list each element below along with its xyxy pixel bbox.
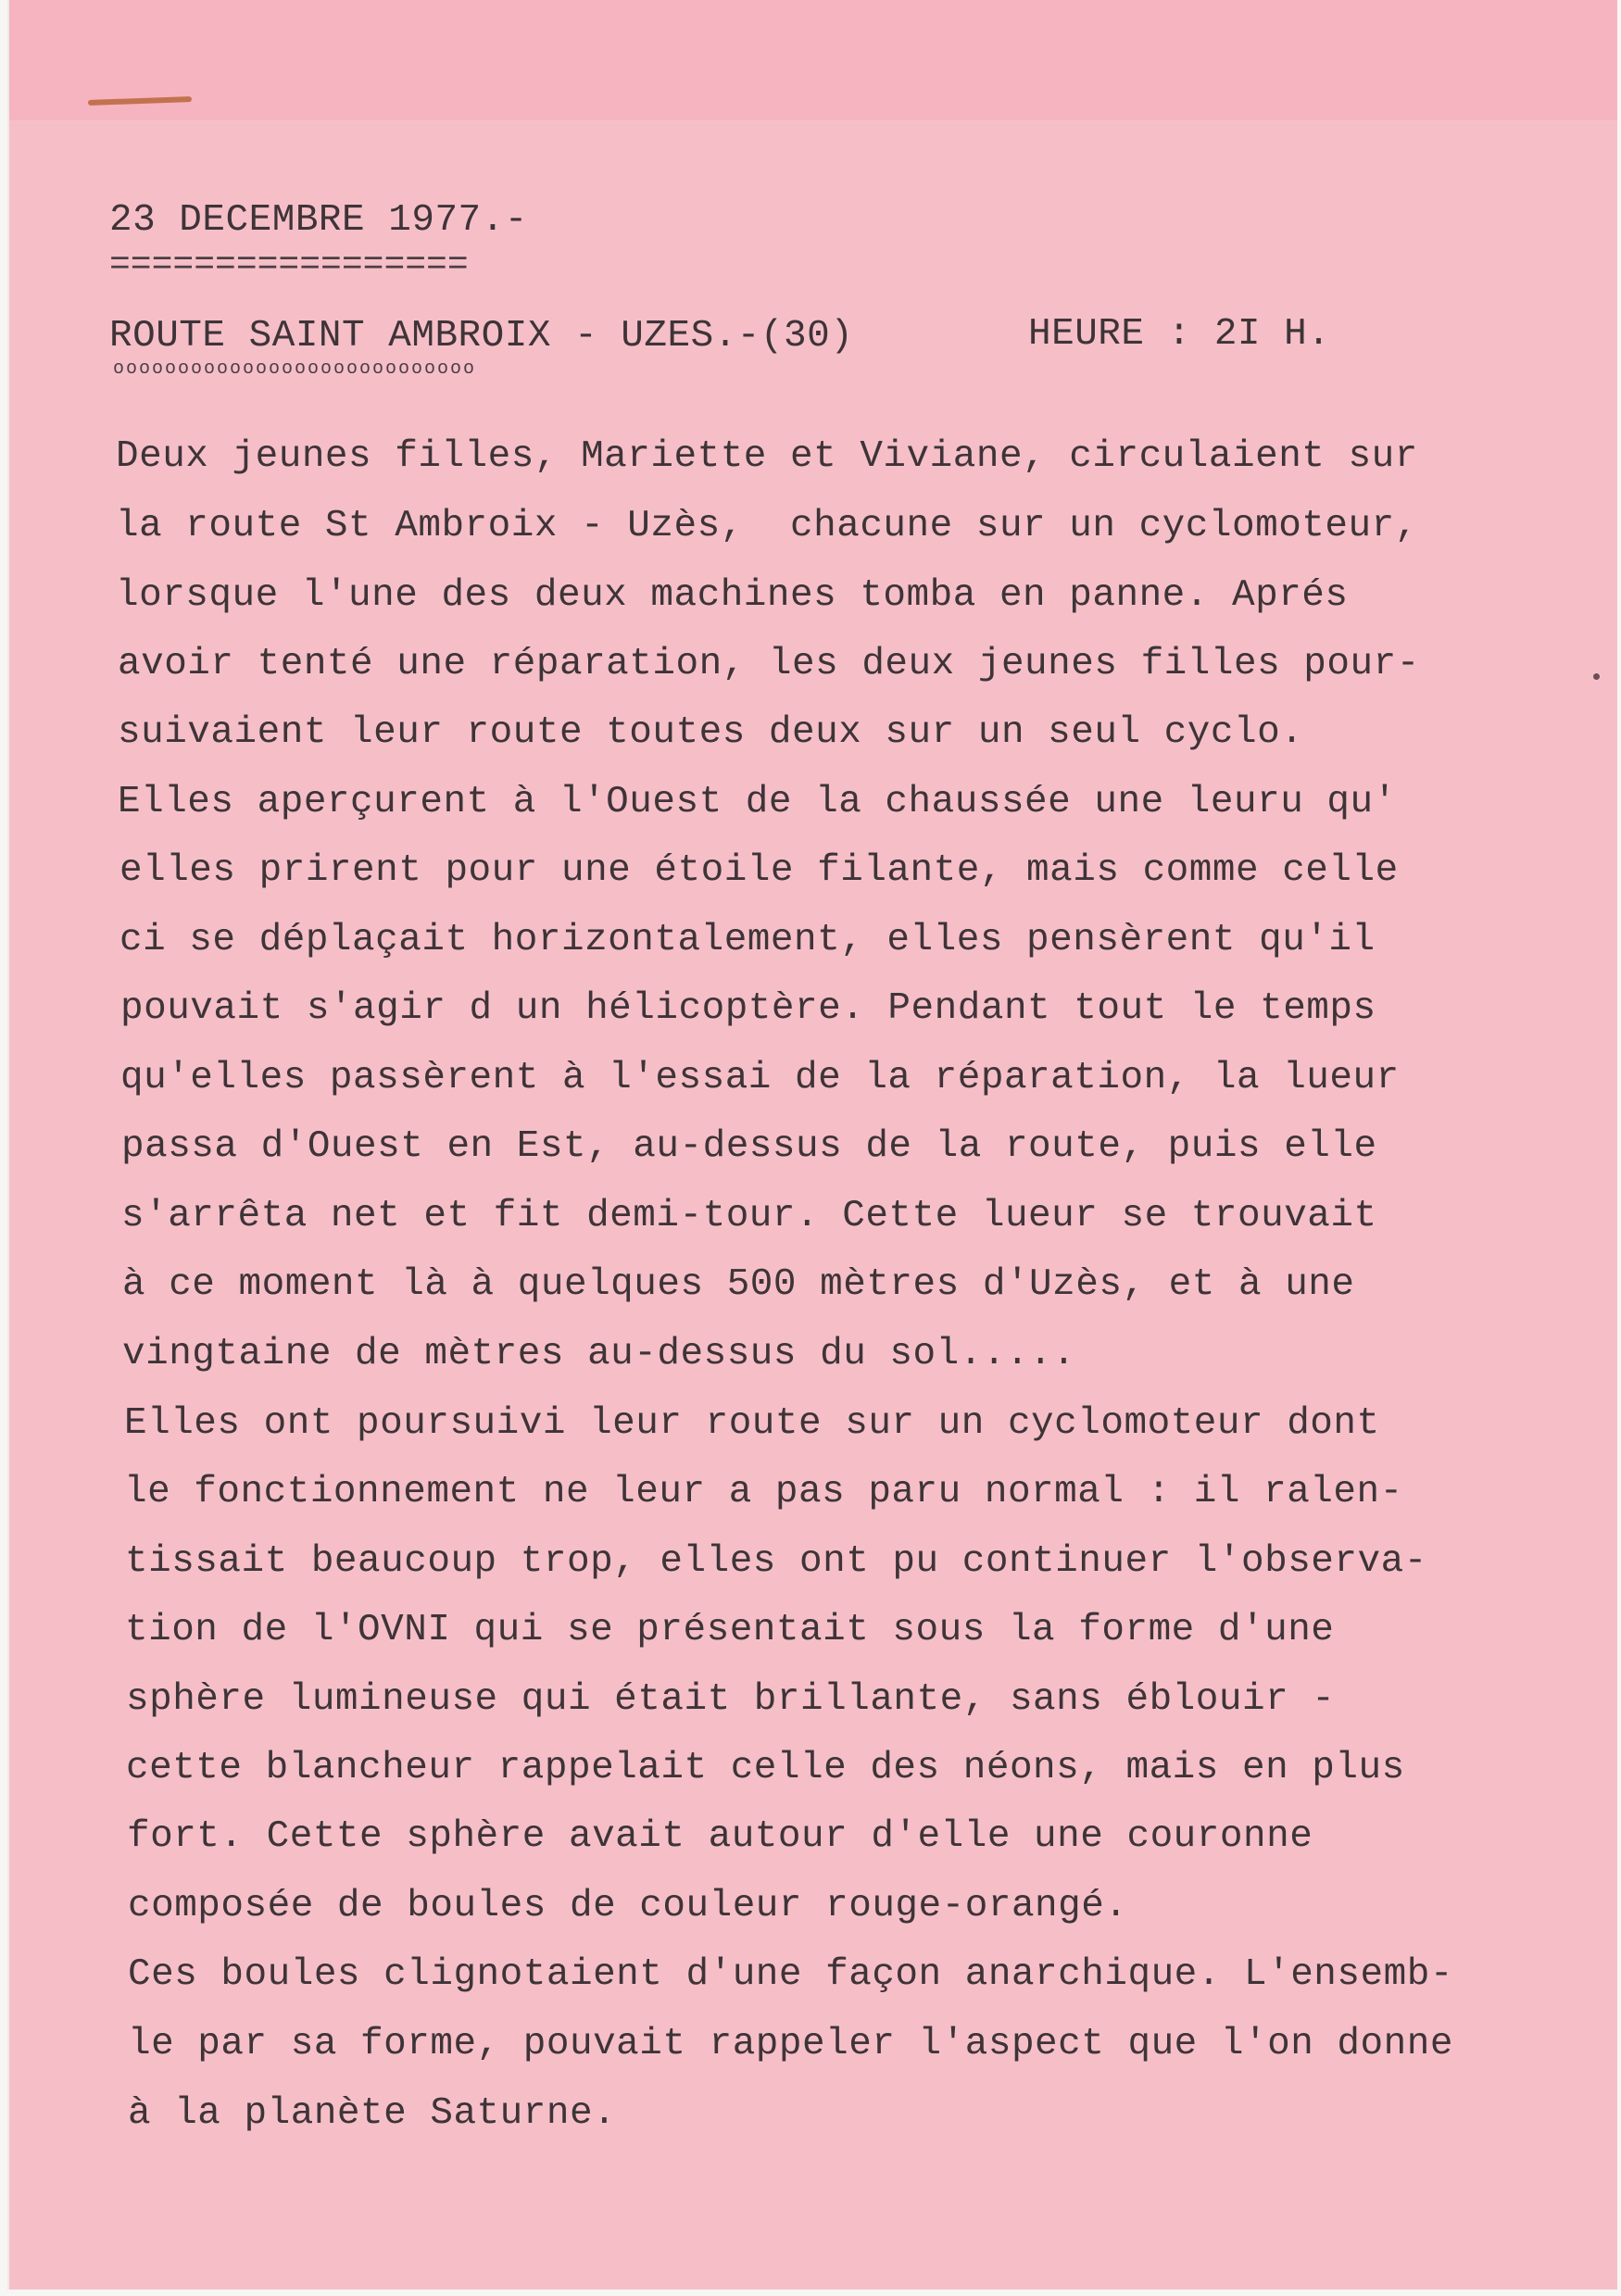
- body-line: elles prirent pour une étoile filante, mais comme celle: [119, 849, 1399, 892]
- body-line: le par sa forme, pouvait rappeler l'aspect que l'on donne: [128, 2023, 1453, 2065]
- body-line: suivaient leur route toutes deux sur un seul cyclo.: [118, 711, 1304, 754]
- body-line: Deux jeunes filles, Mariette et Viviane, circulaient sur: [116, 435, 1418, 478]
- body-line: le fonctionnement ne leur a pas paru normal : il ralen-: [124, 1471, 1403, 1513]
- body-line: fort. Cette sphère avait autour d'elle une couronne: [127, 1815, 1313, 1858]
- body-line: avoir tenté une réparation, les deux jeunes filles pour-: [118, 643, 1420, 685]
- body-line: ci se déplaçait horizontalement, elles pensèrent qu'il: [119, 919, 1376, 961]
- body-line: sphère lumineuse qui était brillante, sans éblouir -: [126, 1678, 1336, 1721]
- report-location: ROUTE SAINT AMBROIX - UZES.-(30): [109, 315, 854, 358]
- body-line: tion de l'OVNI qui se présentait sous la forme d'une: [125, 1609, 1335, 1651]
- body-line: composée de boules de couleur rouge-orangé.: [128, 1885, 1128, 1927]
- body-line: s'arrêta net et fit demi-tour. Cette lueur se trouvait: [121, 1195, 1377, 1237]
- ink-dot: [1593, 673, 1600, 680]
- body-line: la route St Ambroix - Uzès, chacune sur un cyclomoteur,: [116, 505, 1418, 547]
- body-line: Elles ont poursuivi leur route sur un cyclomoteur dont: [124, 1402, 1380, 1445]
- report-time: HEURE : 2I H.: [1028, 313, 1331, 356]
- date-underline: =================: [109, 245, 469, 285]
- body-line: à ce moment là à quelques 500 mètres d'Uzès, et à une: [122, 1263, 1355, 1306]
- body-line: passa d'Ouest en Est, au-dessus de la route, puis elle: [121, 1125, 1377, 1168]
- page-top-band: [9, 0, 1617, 120]
- body-line: vingtaine de mètres au-dessus du sol.....: [122, 1333, 1076, 1375]
- typed-page: [7, 0, 1617, 2290]
- body-line: tissait beaucoup trop, elles ont pu continuer l'observa-: [125, 1540, 1427, 1583]
- body-line: lorsque l'une des deux machines tomba en panne. Aprés: [116, 574, 1349, 617]
- body-line: Ces boules clignotaient d'une façon anarchique. L'ensemb-: [128, 1953, 1453, 1996]
- body-line: cette blancheur rappelait celle des néons, mais en plus: [126, 1747, 1405, 1789]
- location-underline: oooooooooooooooooooooooooooo: [113, 358, 477, 380]
- body-line: Elles aperçurent à l'Ouest de la chaussée une leuru qu': [118, 781, 1397, 823]
- body-line: qu'elles passèrent à l'essai de la réparation, la lueur: [120, 1057, 1400, 1099]
- body-line: à la planète Saturne.: [128, 2092, 617, 2135]
- report-date: 23 DECEMBRE 1977.-: [109, 199, 528, 242]
- body-line: pouvait s'agir d un hélicoptère. Pendant tout le temps: [120, 987, 1376, 1030]
